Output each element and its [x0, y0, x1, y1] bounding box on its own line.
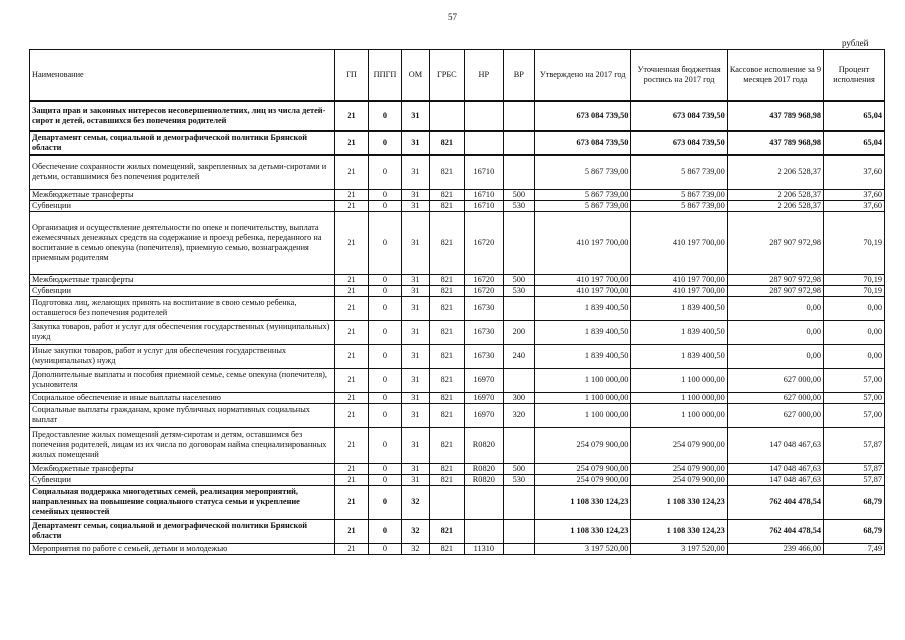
cell-grbs	[429, 485, 464, 519]
cell-approved: 5 867 739,00	[535, 200, 631, 211]
cell-vr	[503, 155, 534, 189]
cell-percent: 57,87	[824, 427, 885, 463]
cell-refined: 1 108 330 124,23	[631, 519, 727, 543]
cell-gp: 21	[335, 285, 368, 296]
cell-gp: 21	[335, 211, 368, 274]
cell-ppgp: 0	[368, 320, 401, 344]
cell-refined: 1 108 330 124,23	[631, 485, 727, 519]
cell-name: Обеспечение сохранности жилых помещений, закрепленных за детьми-сиротами и детьми, оставшимися без попечения родителей	[30, 155, 335, 189]
cell-vr	[503, 519, 534, 543]
cell-ppgp: 0	[368, 485, 401, 519]
cell-cash: 287 907 972,98	[727, 211, 823, 274]
cell-ppgp: 0	[368, 285, 401, 296]
cell-nr: 16710	[465, 155, 504, 189]
cell-ppgp: 0	[368, 200, 401, 211]
cell-percent: 57,87	[824, 463, 885, 474]
table-row	[30, 427, 885, 463]
cell-om: 32	[402, 543, 429, 554]
cell-gp: 21	[335, 543, 368, 554]
cell-name: Предоставление жилых помещений детям-сиротам и детям, оставшимся без попечения родителей, лицам из их числа по договорам найма специализированных жилых помещений	[30, 427, 335, 463]
cell-refined: 5 867 739,00	[631, 189, 727, 200]
cell-om: 31	[402, 285, 429, 296]
cell-name: Субвенции	[30, 474, 335, 485]
table-row	[30, 155, 885, 189]
cell-percent: 65,04	[824, 131, 885, 155]
cell-name: Закупка товаров, работ и услуг для обеспечения государственных (муниципальных) нужд	[30, 320, 335, 344]
cell-approved: 410 197 700,00	[535, 211, 631, 274]
cell-refined: 1 839 400,50	[631, 344, 727, 368]
cell-vr: 300	[503, 392, 534, 403]
cell-ppgp: 0	[368, 474, 401, 485]
cell-cash: 437 789 968,98	[727, 131, 823, 155]
table-row	[30, 392, 885, 403]
cell-nr: 16710	[465, 200, 504, 211]
cell-gp: 21	[335, 274, 368, 285]
header-cash: Кассовое исполнение за 9 месяцев 2017 года	[727, 50, 823, 102]
cell-cash: 0,00	[727, 320, 823, 344]
cell-nr: 11310	[465, 543, 504, 554]
cell-nr: 16970	[465, 368, 504, 392]
cell-grbs: 821	[429, 200, 464, 211]
cell-nr: 16730	[465, 344, 504, 368]
cell-om: 31	[402, 392, 429, 403]
cell-approved: 1 100 000,00	[535, 392, 631, 403]
cell-cash: 627 000,00	[727, 403, 823, 427]
cell-percent: 68,79	[824, 485, 885, 519]
cell-ppgp: 0	[368, 427, 401, 463]
cell-om: 31	[402, 368, 429, 392]
cell-refined: 673 084 739,50	[631, 101, 727, 131]
cell-approved: 1 100 000,00	[535, 403, 631, 427]
cell-name: Межбюджетные трансферты	[30, 463, 335, 474]
cell-refined: 1 839 400,50	[631, 296, 727, 320]
cell-om: 31	[402, 463, 429, 474]
cell-ppgp: 0	[368, 392, 401, 403]
cell-approved: 5 867 739,00	[535, 189, 631, 200]
cell-nr: 16970	[465, 403, 504, 427]
cell-cash: 147 048 467,63	[727, 463, 823, 474]
cell-vr	[503, 427, 534, 463]
cell-ppgp: 0	[368, 519, 401, 543]
cell-ppgp: 0	[368, 131, 401, 155]
cell-percent: 0,00	[824, 320, 885, 344]
unit-label: рублей	[842, 38, 869, 48]
header-name: Наименование	[30, 50, 335, 102]
cell-gp: 21	[335, 131, 368, 155]
cell-refined: 410 197 700,00	[631, 285, 727, 296]
cell-approved: 673 084 739,50	[535, 131, 631, 155]
cell-nr	[465, 101, 504, 131]
cell-name: Социальная поддержка многодетных семей, реализация мероприятий, направленных на повышение социального статуса семьи и укрепление семейных ценностей	[30, 485, 335, 519]
table-row	[30, 189, 885, 200]
cell-percent: 70,19	[824, 285, 885, 296]
cell-om: 31	[402, 403, 429, 427]
cell-percent: 37,60	[824, 189, 885, 200]
cell-vr: 200	[503, 320, 534, 344]
cell-approved: 5 867 739,00	[535, 155, 631, 189]
page-number: 57	[448, 12, 457, 22]
table-row	[30, 474, 885, 485]
cell-ppgp: 0	[368, 344, 401, 368]
cell-gp: 21	[335, 519, 368, 543]
cell-cash: 627 000,00	[727, 368, 823, 392]
table-row	[30, 463, 885, 474]
cell-name: Социальные выплаты гражданам, кроме публичных нормативных социальных выплат	[30, 403, 335, 427]
cell-gp: 21	[335, 200, 368, 211]
cell-approved: 1 839 400,50	[535, 344, 631, 368]
cell-grbs: 821	[429, 392, 464, 403]
cell-om: 31	[402, 101, 429, 131]
cell-approved: 410 197 700,00	[535, 285, 631, 296]
cell-refined: 254 079 900,00	[631, 427, 727, 463]
cell-percent: 70,19	[824, 211, 885, 274]
cell-cash: 147 048 467,63	[727, 474, 823, 485]
cell-om: 32	[402, 519, 429, 543]
cell-grbs: 821	[429, 543, 464, 554]
table-row	[30, 320, 885, 344]
cell-percent: 57,00	[824, 368, 885, 392]
cell-name: Подготовка лиц, желающих принять на воспитание в свою семью ребенка, оставшегося без попечения родителей	[30, 296, 335, 320]
cell-cash: 762 404 478,54	[727, 485, 823, 519]
cell-gp: 21	[335, 155, 368, 189]
cell-om: 32	[402, 485, 429, 519]
cell-om: 31	[402, 131, 429, 155]
cell-refined: 1 100 000,00	[631, 368, 727, 392]
header-approved: Утверждено на 2017 год	[535, 50, 631, 102]
cell-grbs: 821	[429, 344, 464, 368]
cell-vr	[503, 543, 534, 554]
cell-nr: R0820	[465, 474, 504, 485]
cell-approved: 1 108 330 124,23	[535, 519, 631, 543]
cell-percent: 0,00	[824, 344, 885, 368]
cell-approved: 1 839 400,50	[535, 296, 631, 320]
header-refined: Уточненная бюджетная роспись на 2017 год	[631, 50, 727, 102]
table-row	[30, 485, 885, 519]
cell-grbs: 821	[429, 320, 464, 344]
cell-cash: 287 907 972,98	[727, 274, 823, 285]
cell-grbs: 821	[429, 131, 464, 155]
cell-percent: 0,00	[824, 296, 885, 320]
header-ppgp: ППГП	[368, 50, 401, 102]
cell-gp: 21	[335, 344, 368, 368]
cell-refined: 410 197 700,00	[631, 211, 727, 274]
cell-refined: 5 867 739,00	[631, 155, 727, 189]
cell-nr: 16720	[465, 211, 504, 274]
cell-nr	[465, 131, 504, 155]
cell-nr: 16710	[465, 189, 504, 200]
cell-approved: 254 079 900,00	[535, 474, 631, 485]
cell-vr: 530	[503, 200, 534, 211]
cell-cash: 147 048 467,63	[727, 427, 823, 463]
cell-ppgp: 0	[368, 543, 401, 554]
cell-ppgp: 0	[368, 463, 401, 474]
cell-name: Защита прав и законных интересов несовершеннолетних, лиц из числа детей-сирот и детей, оставшихся без попечения родителей	[30, 101, 335, 131]
cell-cash: 0,00	[727, 296, 823, 320]
cell-percent: 65,04	[824, 101, 885, 131]
cell-gp: 21	[335, 296, 368, 320]
cell-name: Департамент семьи, социальной и демографической политики Брянской области	[30, 519, 335, 543]
cell-om: 31	[402, 200, 429, 211]
cell-gp: 21	[335, 463, 368, 474]
cell-om: 31	[402, 189, 429, 200]
cell-approved: 673 084 739,50	[535, 101, 631, 131]
cell-percent: 57,00	[824, 392, 885, 403]
cell-refined: 254 079 900,00	[631, 474, 727, 485]
cell-nr: 16720	[465, 285, 504, 296]
cell-nr: R0820	[465, 427, 504, 463]
cell-gp: 21	[335, 101, 368, 131]
cell-om: 31	[402, 344, 429, 368]
cell-gp: 21	[335, 403, 368, 427]
cell-ppgp: 0	[368, 274, 401, 285]
header-om: ОМ	[402, 50, 429, 102]
cell-vr: 320	[503, 403, 534, 427]
cell-refined: 673 084 739,50	[631, 131, 727, 155]
cell-gp: 21	[335, 427, 368, 463]
cell-om: 31	[402, 274, 429, 285]
cell-grbs: 821	[429, 368, 464, 392]
cell-vr	[503, 368, 534, 392]
cell-name: Социальное обеспечение и иные выплаты населению	[30, 392, 335, 403]
cell-vr	[503, 485, 534, 519]
table-row	[30, 519, 885, 543]
cell-percent: 37,60	[824, 155, 885, 189]
cell-om: 31	[402, 211, 429, 274]
cell-grbs: 821	[429, 427, 464, 463]
cell-name: Межбюджетные трансферты	[30, 189, 335, 200]
header-vr: ВР	[503, 50, 534, 102]
cell-grbs: 821	[429, 189, 464, 200]
cell-approved: 410 197 700,00	[535, 274, 631, 285]
cell-approved: 1 100 000,00	[535, 368, 631, 392]
cell-ppgp: 0	[368, 296, 401, 320]
cell-grbs: 821	[429, 296, 464, 320]
header-gp: ГП	[335, 50, 368, 102]
cell-nr: 16720	[465, 274, 504, 285]
cell-ppgp: 0	[368, 211, 401, 274]
cell-gp: 21	[335, 189, 368, 200]
cell-approved: 1 108 330 124,23	[535, 485, 631, 519]
budget-table	[29, 49, 885, 555]
cell-nr: 16730	[465, 320, 504, 344]
cell-approved: 1 839 400,50	[535, 320, 631, 344]
cell-percent: 70,19	[824, 274, 885, 285]
cell-refined: 1 100 000,00	[631, 403, 727, 427]
cell-refined: 254 079 900,00	[631, 463, 727, 474]
cell-vr	[503, 101, 534, 131]
table-row	[30, 101, 885, 131]
cell-approved: 254 079 900,00	[535, 463, 631, 474]
table-row	[30, 368, 885, 392]
cell-vr: 500	[503, 189, 534, 200]
cell-vr	[503, 131, 534, 155]
cell-nr: 16970	[465, 392, 504, 403]
cell-vr: 530	[503, 474, 534, 485]
cell-cash: 2 206 528,37	[727, 200, 823, 211]
cell-grbs: 821	[429, 155, 464, 189]
cell-grbs	[429, 101, 464, 131]
header-nr: НР	[465, 50, 504, 102]
cell-nr: R0820	[465, 463, 504, 474]
cell-name: Организация и осуществление деятельности по опеке и попечительству, выплата ежемесячных денежных средств на содержание и проезд ребенка, переданного на воспитание в семью опекуна (попечителя), приемную семью, вознаграждения приемным родителям	[30, 211, 335, 274]
cell-grbs: 821	[429, 211, 464, 274]
cell-ppgp: 0	[368, 403, 401, 427]
table-header-row	[30, 50, 885, 102]
cell-grbs: 821	[429, 474, 464, 485]
cell-cash: 287 907 972,98	[727, 285, 823, 296]
cell-cash: 437 789 968,98	[727, 101, 823, 131]
cell-nr	[465, 519, 504, 543]
cell-cash: 627 000,00	[727, 392, 823, 403]
cell-refined: 410 197 700,00	[631, 274, 727, 285]
cell-cash: 2 206 528,37	[727, 189, 823, 200]
cell-gp: 21	[335, 474, 368, 485]
cell-vr	[503, 296, 534, 320]
cell-gp: 21	[335, 392, 368, 403]
cell-vr	[503, 211, 534, 274]
cell-approved: 254 079 900,00	[535, 427, 631, 463]
table-row	[30, 200, 885, 211]
cell-refined: 1 839 400,50	[631, 320, 727, 344]
table-row	[30, 344, 885, 368]
cell-vr: 500	[503, 274, 534, 285]
header-percent: Процент исполнения	[824, 50, 885, 102]
cell-vr: 500	[503, 463, 534, 474]
table-row	[30, 131, 885, 155]
cell-name: Субвенции	[30, 285, 335, 296]
cell-ppgp: 0	[368, 189, 401, 200]
cell-om: 31	[402, 296, 429, 320]
cell-grbs: 821	[429, 463, 464, 474]
cell-cash: 0,00	[727, 344, 823, 368]
cell-name: Субвенции	[30, 200, 335, 211]
cell-vr: 530	[503, 285, 534, 296]
table-row	[30, 211, 885, 274]
header-grbs: ГРБС	[429, 50, 464, 102]
cell-refined: 3 197 520,00	[631, 543, 727, 554]
cell-approved: 3 197 520,00	[535, 543, 631, 554]
cell-percent: 37,60	[824, 200, 885, 211]
cell-cash: 2 206 528,37	[727, 155, 823, 189]
table-row	[30, 296, 885, 320]
cell-grbs: 821	[429, 274, 464, 285]
cell-cash: 762 404 478,54	[727, 519, 823, 543]
cell-om: 31	[402, 320, 429, 344]
cell-name: Иные закупки товаров, работ и услуг для обеспечения государственных (муниципальных) нужд	[30, 344, 335, 368]
cell-grbs: 821	[429, 285, 464, 296]
table-row	[30, 285, 885, 296]
cell-name: Межбюджетные трансферты	[30, 274, 335, 285]
cell-ppgp: 0	[368, 101, 401, 131]
cell-name: Мероприятия по работе с семьей, детьми и молодежью	[30, 543, 335, 554]
cell-vr: 240	[503, 344, 534, 368]
cell-percent: 57,87	[824, 474, 885, 485]
table-row	[30, 403, 885, 427]
cell-ppgp: 0	[368, 155, 401, 189]
cell-om: 31	[402, 155, 429, 189]
cell-name: Дополнительные выплаты и пособия приемной семье, семье опекуна (попечителя), усыновителя	[30, 368, 335, 392]
cell-name: Департамент семьи, социальной и демографической политики Брянской области	[30, 131, 335, 155]
cell-ppgp: 0	[368, 368, 401, 392]
cell-refined: 1 100 000,00	[631, 392, 727, 403]
cell-gp: 21	[335, 368, 368, 392]
table-row	[30, 274, 885, 285]
table-row	[30, 543, 885, 554]
cell-percent: 7,49	[824, 543, 885, 554]
cell-gp: 21	[335, 320, 368, 344]
cell-om: 31	[402, 427, 429, 463]
cell-percent: 68,79	[824, 519, 885, 543]
cell-grbs: 821	[429, 519, 464, 543]
cell-percent: 57,00	[824, 403, 885, 427]
cell-refined: 5 867 739,00	[631, 200, 727, 211]
cell-cash: 239 466,00	[727, 543, 823, 554]
cell-nr: 16730	[465, 296, 504, 320]
cell-nr	[465, 485, 504, 519]
cell-gp: 21	[335, 485, 368, 519]
cell-grbs: 821	[429, 403, 464, 427]
cell-om: 31	[402, 474, 429, 485]
